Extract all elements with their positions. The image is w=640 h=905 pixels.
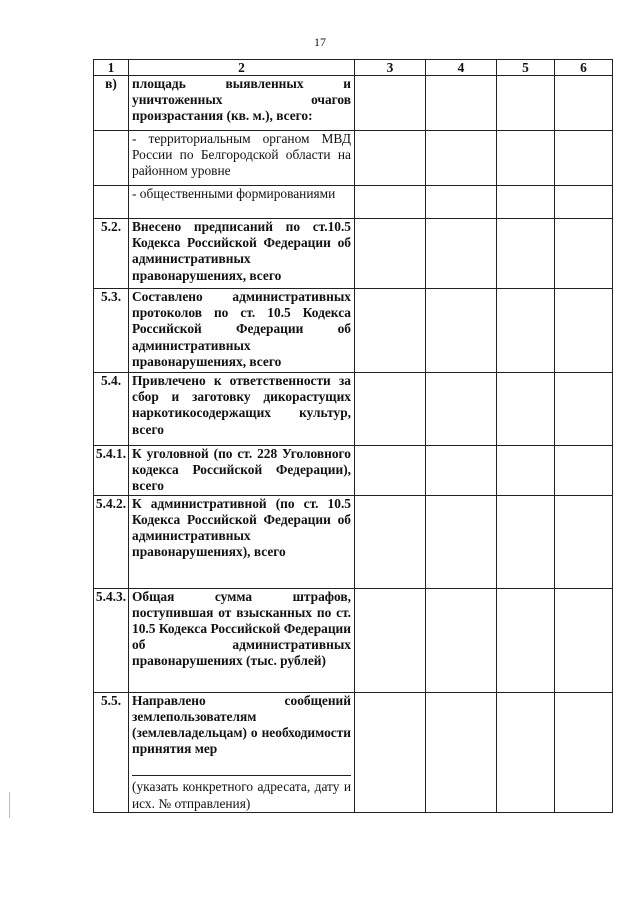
- value-cell: [555, 373, 613, 446]
- table-row: [94, 289, 613, 373]
- row-number: 5.4.1.: [94, 446, 129, 496]
- value-cell: [426, 495, 497, 588]
- table-row: [94, 588, 613, 692]
- row-number: 5.5.: [94, 692, 129, 812]
- row-description: [129, 692, 355, 812]
- value-cell: [497, 131, 555, 186]
- value-cell: [555, 692, 613, 812]
- value-cell: [555, 495, 613, 588]
- value-cell: [355, 131, 426, 186]
- value-cell: [497, 373, 555, 446]
- value-cell: [497, 289, 555, 373]
- table-row: [94, 186, 613, 219]
- column-header-5: 5: [497, 60, 555, 76]
- table-row: [94, 131, 613, 186]
- value-cell: [426, 76, 497, 131]
- table-row: [94, 495, 613, 588]
- value-cell: [355, 76, 426, 131]
- row-number: в): [94, 76, 129, 131]
- value-cell: [426, 373, 497, 446]
- value-cell: [497, 495, 555, 588]
- row-number: 5.2.: [94, 219, 129, 289]
- value-cell: [497, 692, 555, 812]
- row-description: - территориальным органом МВД России по Белгородской области на районном уровне: [129, 131, 355, 186]
- row-number: 5.4.: [94, 373, 129, 446]
- table-row: [94, 692, 613, 812]
- value-cell: [555, 76, 613, 131]
- row-description: К административной (по ст. 10.5 Кодекса Российской Федерации об административных правонарушениях), всего: [129, 495, 355, 588]
- column-header-1: 1: [94, 60, 129, 76]
- report-table: [93, 59, 613, 813]
- value-cell: [497, 186, 555, 219]
- row-number: 5.3.: [94, 289, 129, 373]
- value-cell: [426, 131, 497, 186]
- row-description: Внесено предписаний по ст.10.5 Кодекса Российской Федерации об административных правонарушениях, всего: [129, 219, 355, 289]
- value-cell: [355, 692, 426, 812]
- table-row: [94, 219, 613, 289]
- value-cell: [555, 289, 613, 373]
- value-cell: [555, 186, 613, 219]
- value-cell: [497, 446, 555, 496]
- value-cell: [355, 186, 426, 219]
- value-cell: [355, 219, 426, 289]
- value-cell: [497, 219, 555, 289]
- value-cell: [426, 692, 497, 812]
- row-number: [94, 131, 129, 186]
- table-header-row: [94, 60, 613, 76]
- page-number: 17: [314, 35, 326, 49]
- column-header-3: 3: [355, 60, 426, 76]
- column-header-2: 2: [129, 60, 355, 76]
- table-row: [94, 446, 613, 496]
- table-row: [94, 373, 613, 446]
- value-cell: [555, 588, 613, 692]
- row-description-main: Направлено сообщений землепользователям (землевладельцам) о необходимости принятия мер: [132, 692, 351, 757]
- row-number: [94, 186, 129, 219]
- row-number: 5.4.3.: [94, 588, 129, 692]
- row-description: К уголовной (по ст. 228 Уголовного кодекса Российской Федерации), всего: [129, 446, 355, 496]
- scan-edge-mark: [9, 792, 10, 818]
- row-description: Составлено административных протоколов по ст. 10.5 Кодекса Российской Федерации об административных правонарушениях, всего: [129, 289, 355, 373]
- value-cell: [426, 588, 497, 692]
- value-cell: [355, 495, 426, 588]
- value-cell: [426, 446, 497, 496]
- value-cell: [497, 588, 555, 692]
- value-cell: [426, 186, 497, 219]
- value-cell: [355, 588, 426, 692]
- value-cell: [355, 373, 426, 446]
- value-cell: [497, 76, 555, 131]
- table-row: [94, 76, 613, 131]
- row-description-note: (указать конкретного адресата, дату и исх. № отправления): [132, 775, 351, 811]
- row-description: площадь выявленных и уничтоженных очагов произрастания (кв. м.), всего:: [129, 76, 355, 131]
- row-description: Общая сумма штрафов, поступившая от взысканных по ст. 10.5 Кодекса Российской Федерации об административных правонарушениях (тыс. рублей): [129, 588, 355, 692]
- value-cell: [426, 289, 497, 373]
- value-cell: [355, 446, 426, 496]
- value-cell: [426, 219, 497, 289]
- column-header-4: 4: [426, 60, 497, 76]
- column-header-6: 6: [555, 60, 613, 76]
- row-description: - общественными формированиями: [129, 186, 355, 219]
- row-number: 5.4.2.: [94, 495, 129, 588]
- value-cell: [555, 219, 613, 289]
- value-cell: [555, 131, 613, 186]
- value-cell: [555, 446, 613, 496]
- value-cell: [355, 289, 426, 373]
- row-description: Привлечено к ответственности за сбор и заготовку дикорастущих наркотикосодержащих культур, всего: [129, 373, 355, 446]
